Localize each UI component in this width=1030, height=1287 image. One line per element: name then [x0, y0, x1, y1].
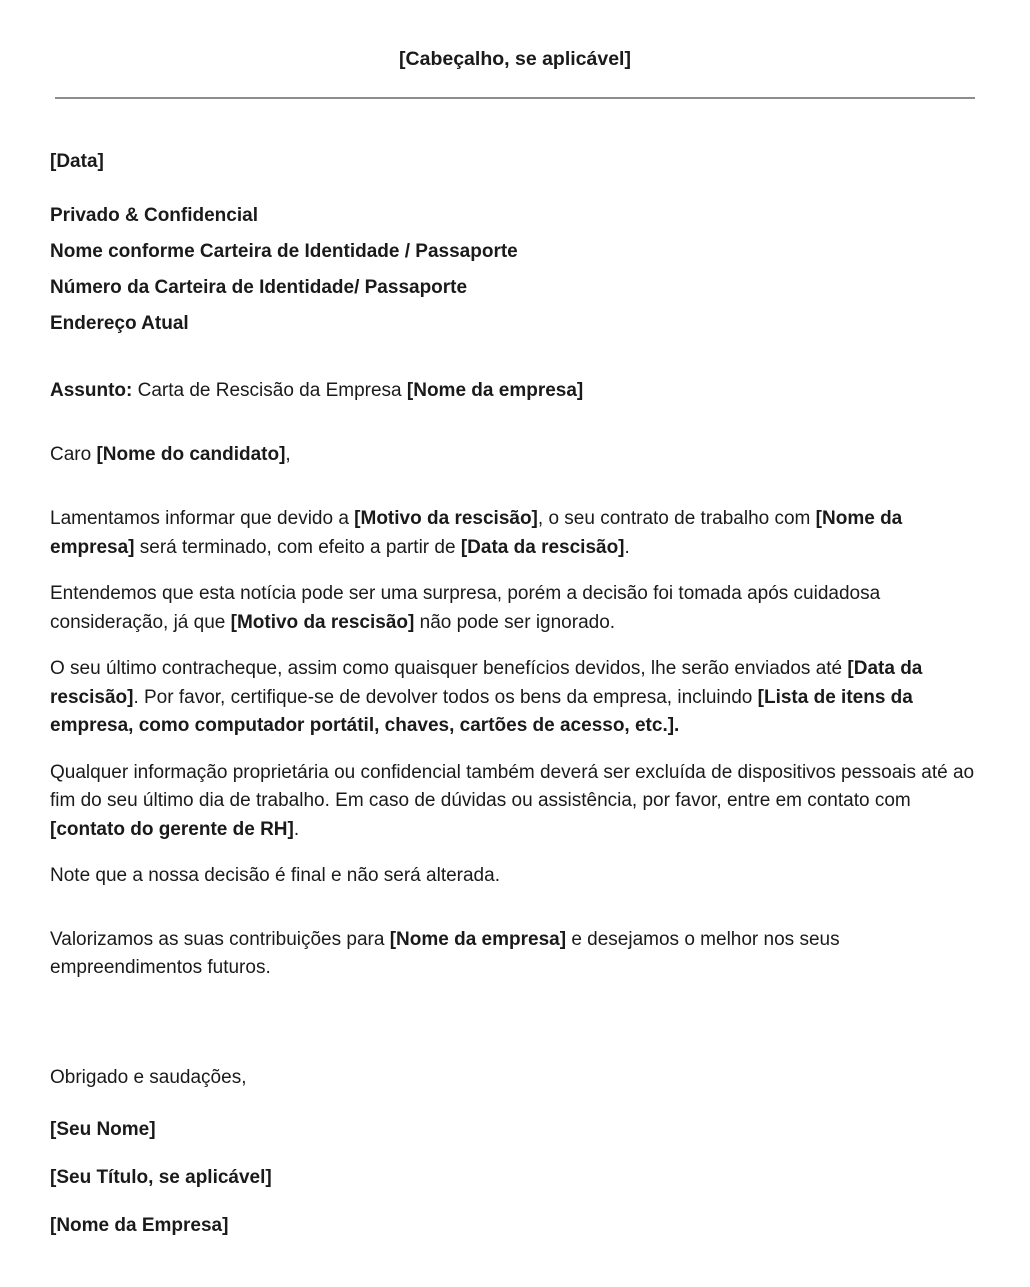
paragraph-final-decision: Note que a nossa decisão é final e não será alterada. [50, 865, 500, 886]
subject-line: Assunto: Carta de Rescisão da Empresa [Nome da empresa] [50, 380, 584, 401]
paragraph-decision-consideration: Entendemos que esta notícia pode ser uma surpresa, porém a decisão foi tomada após cuidadosa consideração, já que [Motivo da rescisão] não pode ser ignorado. [50, 583, 881, 633]
recipient-line-name: Nome conforme Carteira de Identidade / Passaporte [50, 241, 518, 262]
signature-name-placeholder: [Seu Nome] [50, 1119, 156, 1140]
closing-line: Obrigado e saudações, [50, 1066, 247, 1088]
signature-title-placeholder: [Seu Título, se aplicável] [50, 1167, 272, 1188]
letter-header-placeholder: [Cabeçalho, se aplicável] [399, 48, 631, 70]
recipient-line-id-number: Número da Carteira de Identidade/ Passaporte [50, 277, 468, 298]
signature-company-placeholder: [Nome da Empresa] [50, 1215, 229, 1236]
header-divider [55, 97, 975, 99]
recipient-block [50, 205, 980, 334]
salutation: Caro [Nome do candidato], [50, 444, 291, 465]
paragraph-confidential-info: Qualquer informação proprietária ou confidencial também deverá ser excluída de dispositivos pessoais até ao fim do seu último dia de trabalho. Em caso de dúvidas ou assistência, por favor, entre em contato com [contato do gerente de RH]. [50, 761, 975, 840]
date-placeholder: [Data] [50, 151, 104, 172]
recipient-line-confidential: Privado & Confidencial [50, 205, 258, 226]
recipient-line-address: Endereço Atual [50, 313, 189, 334]
paragraph-appreciation: Valorizamos as suas contribuições para [Nome da empresa] e desejamos o melhor nos seus empreendimentos futuros. [50, 928, 840, 978]
paragraph-final-paycheck: O seu último contracheque, assim como quaisquer benefícios devidos, lhe serão enviados até [Data da rescisão]. Por favor, certifique-se de devolver todos os bens da empresa, incluindo [Lista de itens da empresa, como computador portátil, chaves, cartões de acesso, etc.]. [50, 658, 923, 736]
paragraph-termination-notice: Lamentamos informar que devido a [Motivo da rescisão], o seu contrato de trabalho com [Nome da empresa] será terminado, com efeito a partir de [Data da rescisão]. [50, 508, 903, 558]
